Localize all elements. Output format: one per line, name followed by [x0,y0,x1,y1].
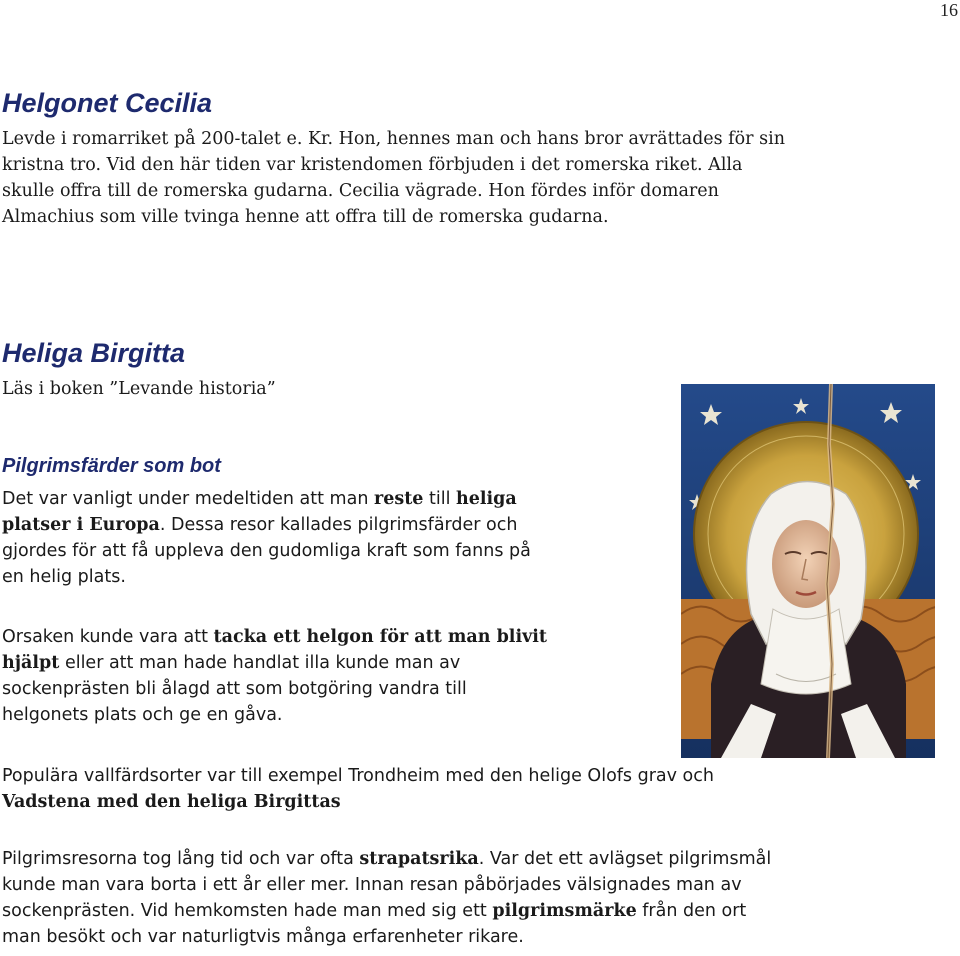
bold-run: platser i Europa [2,515,160,535]
text-run: från den ort [636,901,747,921]
text-line [2,650,547,676]
text-line: kristna tro. Vid den här tiden var kristendomen förbjuden i det romerska riket. Alla [2,155,743,175]
text-run: eller att man hade handlat illa kunde man av [59,653,461,673]
page-number: 16 [940,0,958,20]
text-line: en helig plats. [2,567,126,587]
text-run: Orsaken kunde vara att [2,627,214,647]
bold-run: pilgrimsmärke [492,901,637,921]
text-line: Populära vallfärdsorter var till exempel Trondheim med den helige Olofs grav och [2,766,714,786]
paragraph-pilgrim-4 [2,846,771,950]
paragraph-pilgrim-2 [2,624,547,728]
text-line: sockenprästen bli ålagd att som botgöring vandra till [2,679,467,699]
text-line [2,898,771,924]
text-run: . Dessa resor kallades pilgrimsfärder och [159,515,518,535]
intro-birgitta [2,376,276,402]
bold-run: heliga [456,489,517,509]
bold-run: hjälpt [2,653,60,673]
text-run: . Var det ett avlägset pilgrimsmål [478,849,772,869]
heading-pilgrim: Pilgrimsfärder som bot [2,455,221,477]
bold-run: strapatsrika [359,849,479,869]
text-line: skulle offra till de romerska gudarna. Cecilia vägrade. Hon fördes inför domaren [2,181,719,201]
heading-cecilia: Helgonet Cecilia [2,88,213,118]
text-line: Almachius som ville tvinga henne att offra till de romerska gudarna. [2,207,609,227]
text-run: sockenprästen. Vid hemkomsten hade man med sig ett [2,901,493,921]
text-run: till [423,489,457,509]
text-line: man besökt och var naturligtvis många erfarenheter rikare. [2,927,524,947]
text-line [2,624,547,650]
bold-run: reste [374,489,424,509]
text-line [2,512,531,538]
text-line: Läs i boken ”Levande historia” [2,379,276,399]
text-line: helgonets plats och ge en gåva. [2,705,283,725]
birgitta-portrait-artwork [681,384,935,758]
text-line: Levde i romarriket på 200-talet e. Kr. Hon, hennes man och hans bror avrättades för sin [2,129,785,149]
bold-line: Vadstena med den heliga Birgittas [2,792,341,812]
text-line [2,486,531,512]
heading-birgitta: Heliga Birgitta [2,338,186,368]
text-line: kunde man vara borta i ett år eller mer. Innan resan påbörjades välsignades man av [2,875,742,895]
text-line [2,846,771,872]
text-line: gjordes för att få uppleva den gudomliga kraft som fanns på [2,541,531,561]
bold-run: tacka ett helgon för att man blivit [213,627,548,647]
paragraph-pilgrim-3 [2,763,714,815]
paragraph-pilgrim-1 [2,486,531,590]
birgitta-portrait [681,384,935,758]
text-run: Det var vanligt under medeltiden att man [2,489,374,509]
text-run: Pilgrimsresorna tog lång tid och var ofta [2,849,360,869]
paragraph-cecilia [2,126,785,230]
